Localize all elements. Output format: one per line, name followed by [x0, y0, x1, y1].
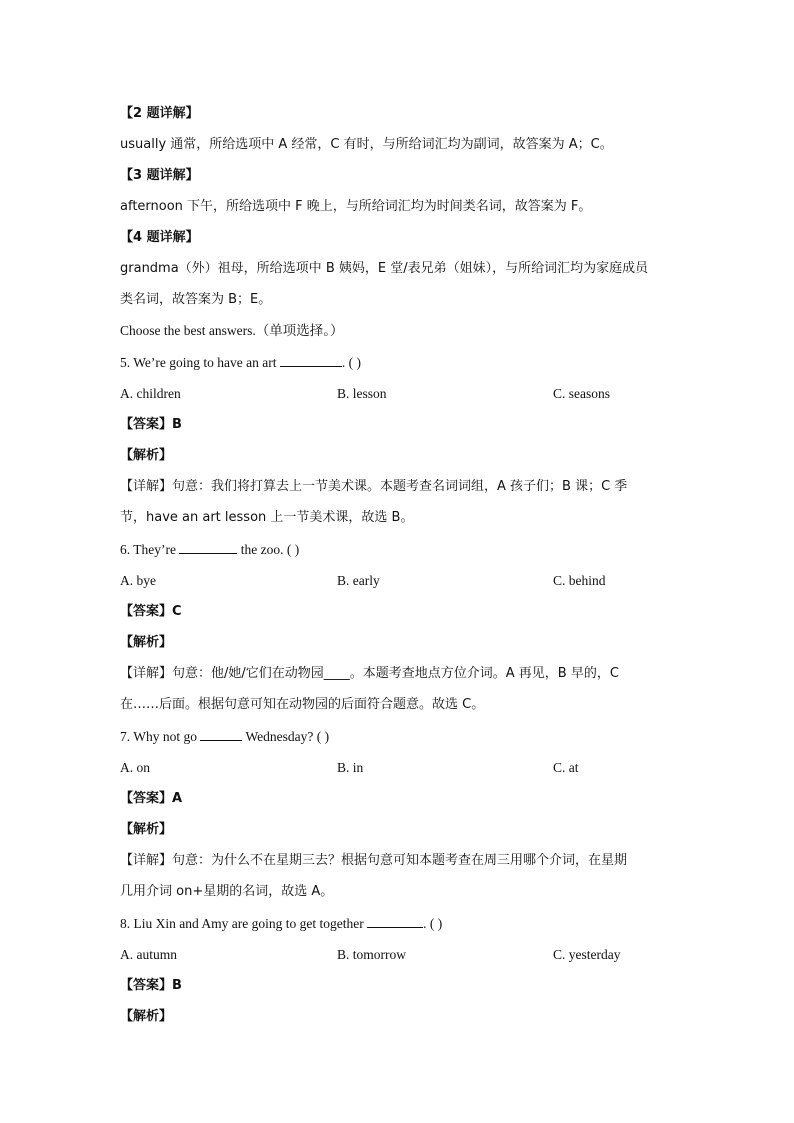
- question-7-option-a: A. on: [120, 760, 150, 775]
- q2-heading: 【2 题详解】: [120, 106, 199, 121]
- question-8-option-a: A. autumn: [120, 947, 177, 962]
- question-7-stem-after: Wednesday? ( ): [242, 729, 330, 744]
- question-7-answer: 【答案】A: [120, 791, 183, 806]
- question-5-detail-line-1: 【详解】句意：我们将打算去上一节美术课。本题考查名词词组，A 孩子们；B 课；C 季: [120, 479, 628, 494]
- question-6-detail-line-1: 【详解】句意：他/她/它们在动物园____。本题考查地点方位介词。A 再见，B 早的，C: [120, 666, 619, 681]
- question-5-analysis-label: 【解析】: [120, 448, 173, 463]
- question-8-stem-before: 8. Liu Xin and Amy are going to get together: [120, 916, 368, 931]
- question-7-stem: [120, 728, 329, 746]
- q4-explanation-line-1: grandma（外）祖母，所给选项中 B 姨妈，E 堂/表兄弟（姐妹），与所给词汇均为家庭成员: [120, 261, 649, 276]
- q4-heading: 【4 题详解】: [120, 230, 199, 245]
- q3-heading: 【3 题详解】: [120, 168, 199, 183]
- question-6-option-b: B. early: [337, 573, 380, 588]
- q2-explanation: usually 通常，所给选项中 A 经常，C 有时，与所给词汇均为副词，故答案为 A；C。: [120, 137, 613, 152]
- question-5-stem-after: . ( ): [341, 355, 361, 370]
- question-5-blank: [280, 354, 342, 367]
- question-7-blank: [200, 728, 242, 741]
- question-7-analysis-label: 【解析】: [120, 822, 173, 837]
- question-7-detail-line-1: 【详解】句意：为什么不在星期三去？根据句意可知本题考查在周三用哪个介词，在星期: [120, 853, 628, 868]
- question-8-blank: [367, 915, 423, 928]
- question-6-option-c: C. behind: [553, 573, 606, 588]
- question-5-option-a: A. children: [120, 386, 181, 401]
- question-8-answer: 【答案】B: [120, 978, 182, 993]
- question-5-detail-line-2: 节，have an art lesson 上一节美术课，故选 B。: [120, 510, 414, 525]
- q3-explanation: afternoon 下午，所给选项中 F 晚上，与所给词汇均为时间类名词，故答案为 F。: [120, 199, 592, 214]
- question-6-option-a: A. bye: [120, 573, 156, 588]
- q4-explanation-line-2: 类名词，故答案为 B；E。: [120, 292, 272, 307]
- question-5-answer: 【答案】B: [120, 417, 182, 432]
- question-8-analysis-label: 【解析】: [120, 1009, 173, 1024]
- question-8-option-c: C. yesterday: [553, 947, 621, 962]
- question-5-stem-before: 5. We’re going to have an art: [120, 355, 280, 370]
- question-6-analysis-label: 【解析】: [120, 635, 173, 650]
- question-5-stem: [120, 354, 361, 372]
- question-8-stem: [120, 915, 442, 933]
- question-7-stem-before: 7. Why not go: [120, 729, 201, 744]
- question-7-option-c: C. at: [553, 760, 579, 775]
- question-6-stem-before: 6. They’re: [120, 542, 180, 557]
- instruction-text: Choose the best answers.（单项选择。）: [120, 323, 344, 338]
- question-6-detail-line-2: 在……后面。根据句意可知在动物园的后面符合题意。故选 C。: [120, 697, 485, 712]
- question-6-stem-after: the zoo. ( ): [237, 542, 300, 557]
- question-5-option-b: B. lesson: [337, 386, 387, 401]
- question-6-stem: [120, 541, 299, 559]
- question-6-answer: 【答案】C: [120, 604, 182, 619]
- question-7-option-b: B. in: [337, 760, 364, 775]
- question-8-stem-after: . ( ): [423, 916, 443, 931]
- question-7-detail-line-2: 几用介词 on+星期的名词，故选 A。: [120, 884, 334, 899]
- question-5-option-c: C. seasons: [553, 386, 610, 401]
- question-6-blank: [179, 541, 237, 554]
- question-8-option-b: B. tomorrow: [337, 947, 406, 962]
